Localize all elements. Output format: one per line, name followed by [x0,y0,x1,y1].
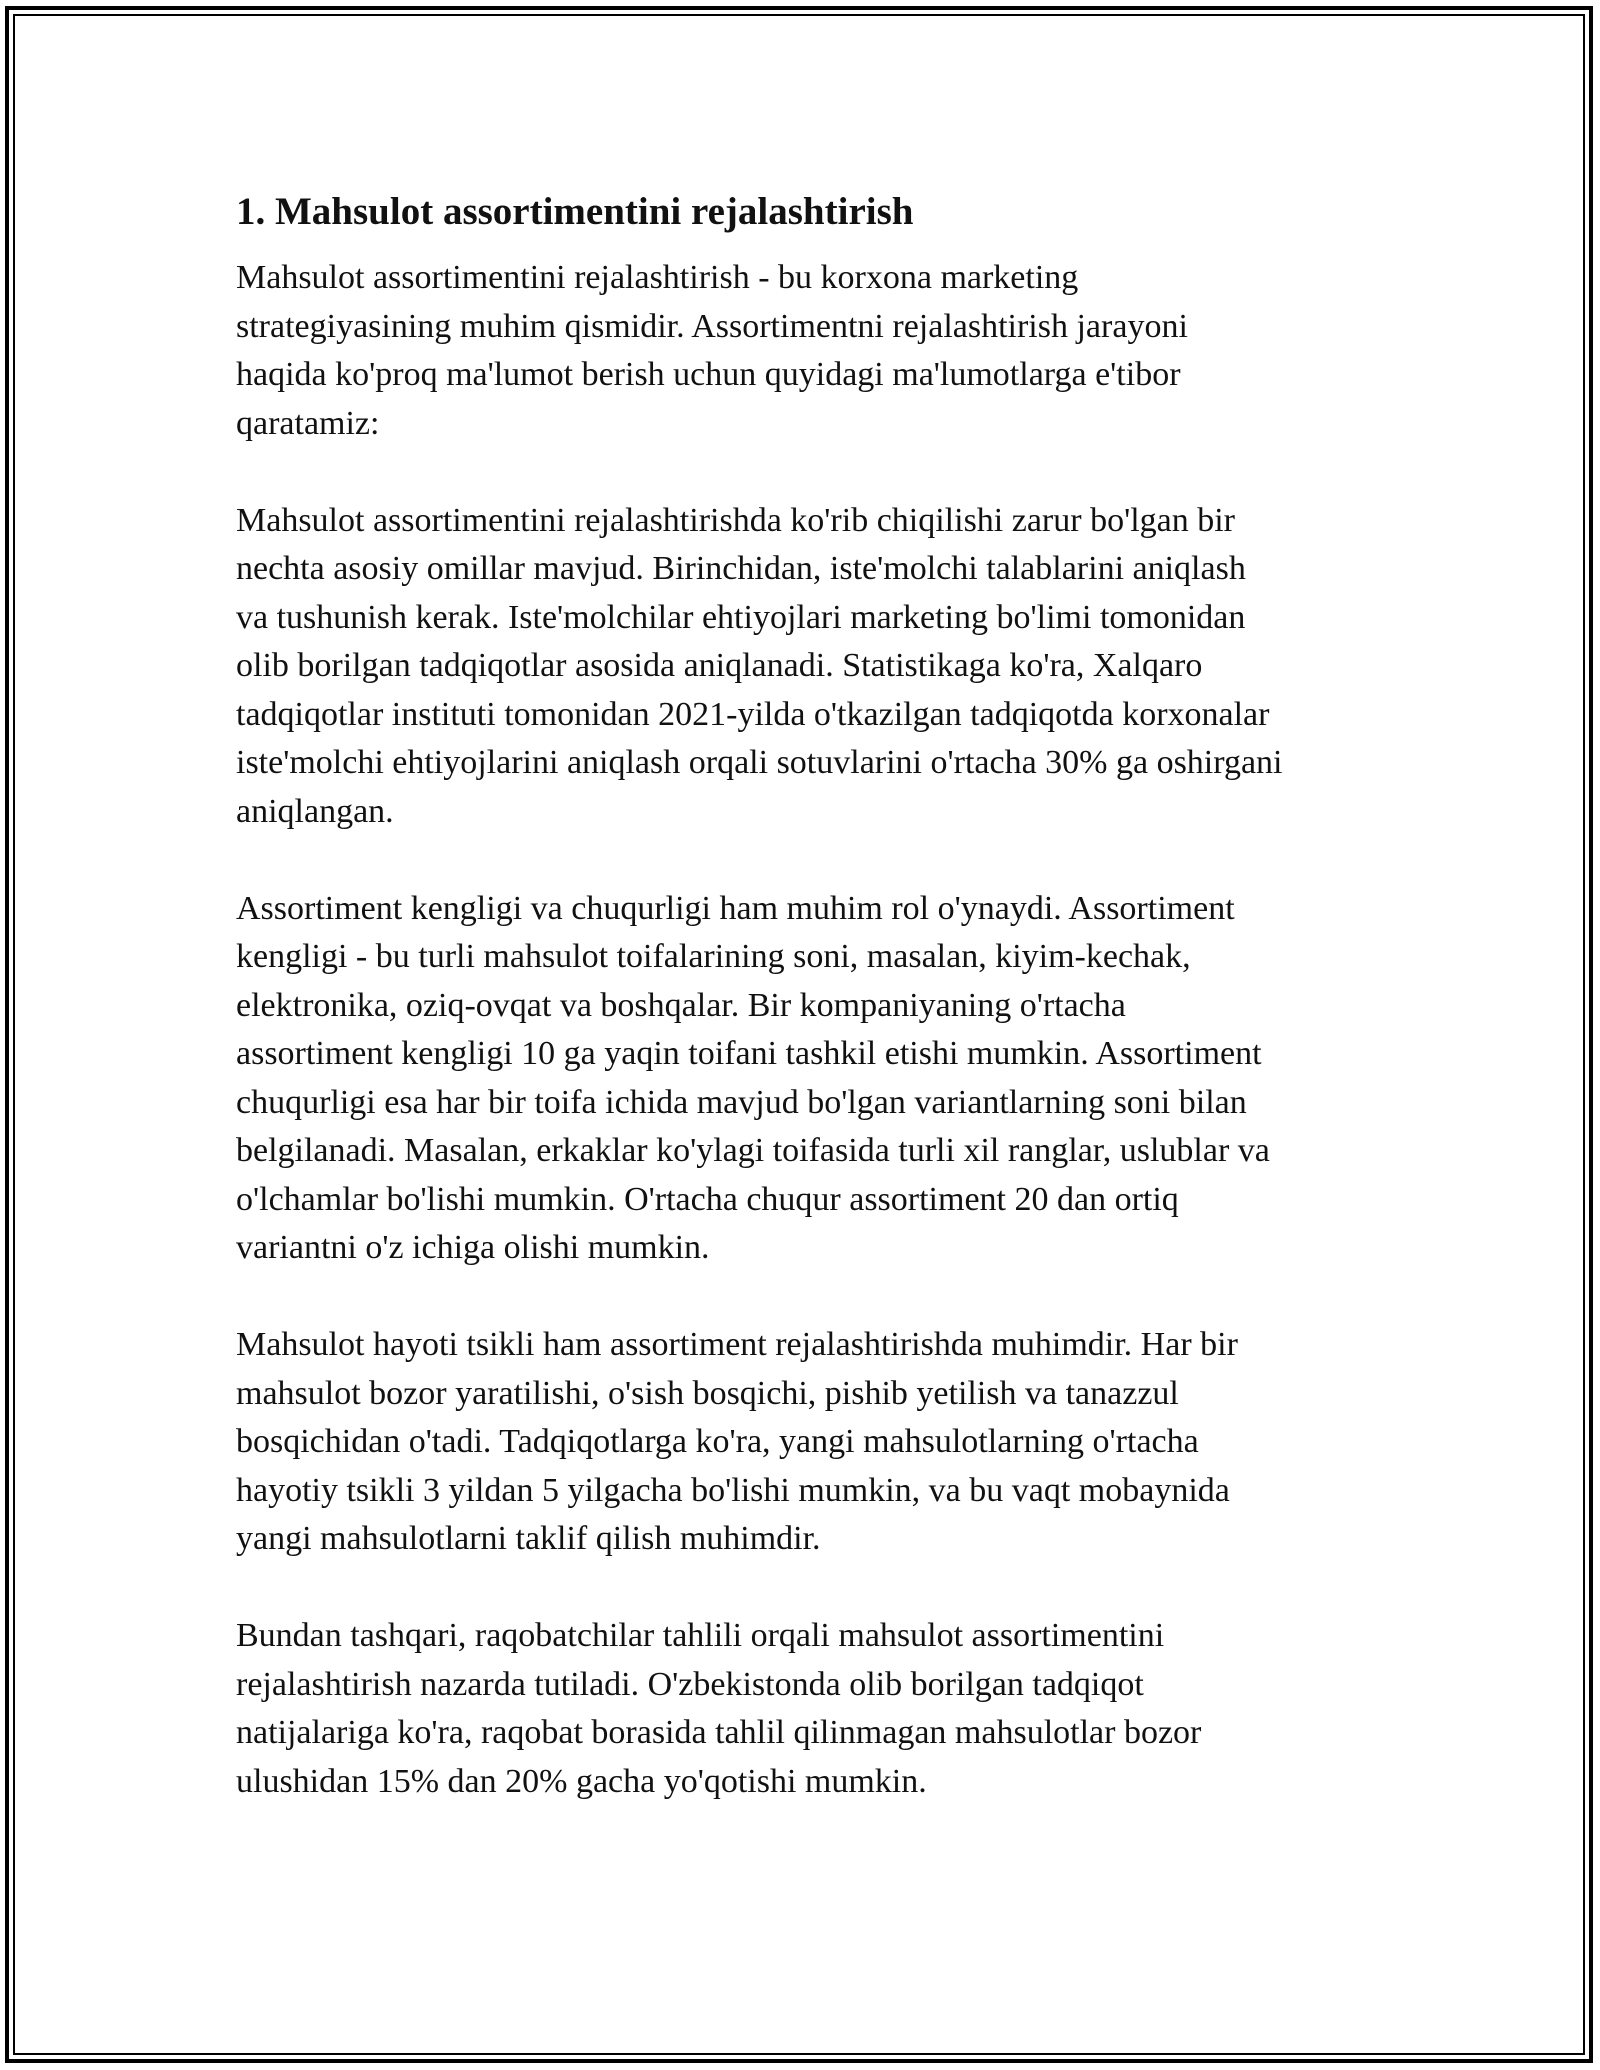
paragraph-line: hayotiy tsikli 3 yildan 5 yilgacha bo'lishi mumkin, va bu vaqt mobaynida [236,1471,1230,1509]
paragraph-line: kengligi - bu turli mahsulot toifalarining soni, masalan, kiyim-kechak, [236,938,1191,975]
paragraph-product-lifecycle [236,1321,1376,1564]
paragraph-line: nechta asosiy omillar mavjud. Birinchidan, iste'molchi talablarini aniqlash [236,550,1246,587]
paragraph-line: bosqichidan o'tadi. Tadqiqotlarga ko'ra, yangi mahsulotlarning o'rtacha [236,1423,1199,1460]
paragraph-line: yangi mahsulotlarni taklif qilish muhimdir. [236,1520,821,1557]
paragraph-line: variantni o'z ichiga olishi mumkin. [236,1229,710,1266]
paragraph-line: belgilanadi. Masalan, erkaklar ko'ylagi toifasida turli xil ranglar, uslublar va [236,1132,1270,1169]
paragraph-line: haqida ko'proq ma'lumot berish uchun quyidagi ma'lumotlarga e'tibor [236,356,1181,393]
paragraph-line: aniqlangan. [236,792,394,830]
paragraph-line: Mahsulot assortimentini rejalashtirish - bu korxona marketing [236,259,1079,296]
section-heading: 1. Mahsulot assortimentini rejalashtirish [236,190,914,233]
paragraph-line: o'lchamlar bo'lishi mumkin. O'rtacha chuqur assortiment 20 dan ortiq [236,1180,1179,1218]
paragraph-intro [236,254,1376,448]
paragraph-competitor-analysis [236,1612,1376,1806]
paragraph-line: olib borilgan tadqiqotlar asosida aniqlanadi. Statistikaga ko'ra, Xalqaro [236,647,1203,684]
paragraph-line: assortiment kengligi 10 ga yaqin toifani tashkil etishi mumkin. Assortiment [236,1035,1262,1072]
paragraph-assortment-width-depth [236,885,1376,1273]
paragraph-line: iste'molchi ehtiyojlarini aniqlash orqali sotuvlarini o'rtacha 30% ga oshirgani [236,744,1283,781]
paragraph-line: Mahsulot assortimentini rejalashtirishda ko'rib chiqilishi zarur bo'lgan bir [236,501,1235,539]
paragraph-line: natijalariga ko'ra, raqobat borasida tahlil qilinmagan mahsulotlar bozor [236,1714,1202,1751]
paragraph-line: tadqiqotlar instituti tomonidan 2021-yilda o'tkazilgan tadqiqotda korxonalar [236,695,1270,733]
paragraph-line: chuqurligi esa har bir toifa ichida mavjud bo'lgan variantlarning soni bilan [236,1083,1247,1121]
paragraph-line: qaratamiz: [236,404,380,442]
paragraph-line: elektronika, oziq-ovqat va boshqalar. Bir kompaniyaning o'rtacha [236,986,1126,1024]
paragraph-line: ulushidan 15% dan 20% gacha yo'qotishi mumkin. [236,1762,927,1800]
paragraph-line: strategiyasining muhim qismidir. Assortimentni rejalashtirish jarayoni [236,307,1188,345]
paragraph-line: Mahsulot hayoti tsikli ham assortiment rejalashtirishda muhimdir. Har bir [236,1326,1238,1363]
paragraph-line: Bundan tashqari, raqobatchilar tahlili orqali mahsulot assortimentini [236,1617,1165,1654]
paragraph-line: va tushunish kerak. Iste'molchilar ehtiyojlari marketing bo'limi tomonidan [236,598,1246,636]
paragraph-line: mahsulot bozor yaratilishi, o'sish bosqichi, pishib yetilish va tanazzul [236,1374,1179,1412]
document-body [236,184,1376,1855]
paragraph-line: Assortiment kengligi va chuqurligi ham muhim rol o'ynaydi. Assortiment [236,889,1235,927]
paragraph-consumer-needs [236,497,1376,837]
paragraph-line: rejalashtirish nazarda tutiladi. O'zbekistonda olib borilgan tadqiqot [236,1665,1144,1703]
